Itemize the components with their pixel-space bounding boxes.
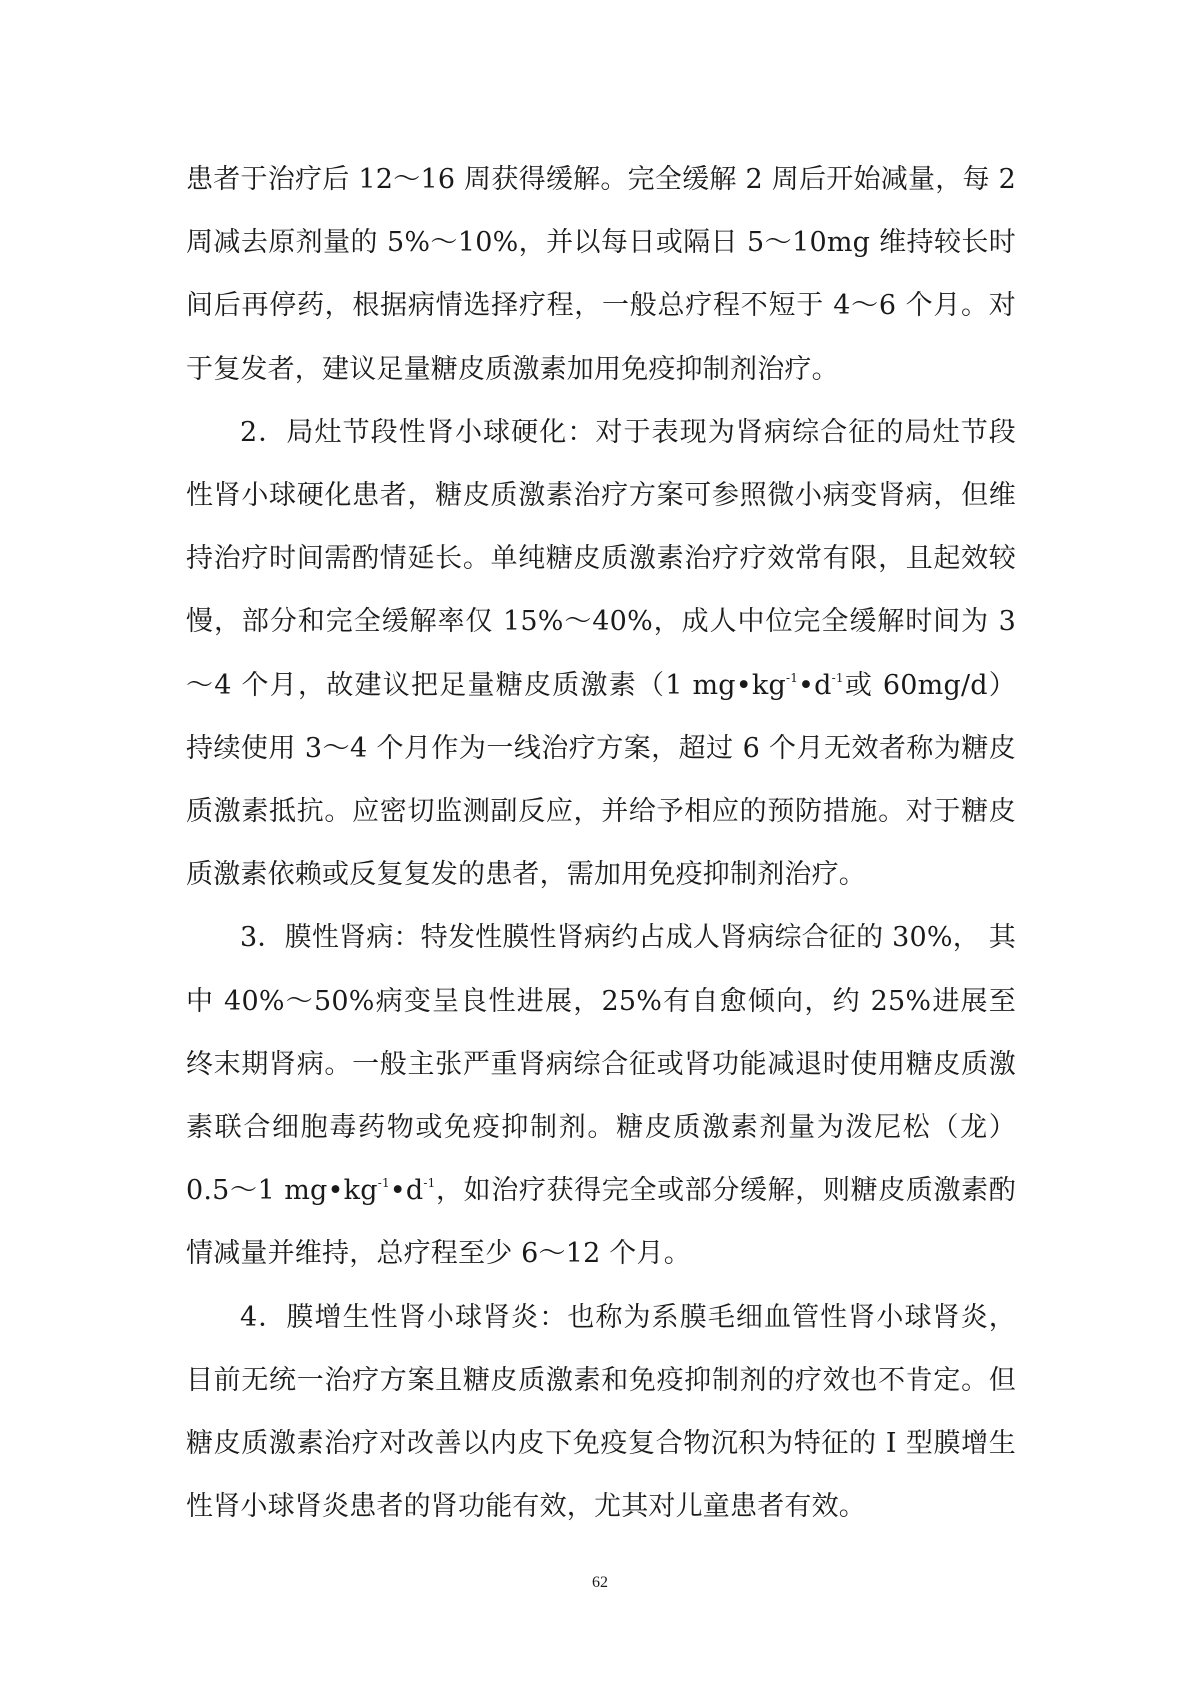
paragraph-text-segment: 患者于治疗后 12～16 周获得缓解。完全缓解 2 周后开始减量，每 2 周减去原剂量的 5%～10%，并以每日或隔日 5～10mg 维持较长时间后再停药，根据病情选择疗程，一般总疗程不短于 4～6 个月。对于复发者，建议足量糖皮质激素加用免疫抑制剂治疗。 — [186, 164, 1016, 385]
body-text — [186, 148, 1016, 1538]
superscript-exponent: -1 — [377, 1176, 390, 1191]
superscript-exponent: -1 — [831, 670, 844, 685]
paragraph-text-segment: 3．膜性肾病：特发性膜性肾病约占成人肾病综合征的 30%， 其中 40%～50%病变呈良性进展，25%有自愈倾向，约 25%进展至终末期肾病。一般主张严重肾病综合征或肾功能减退时使用糖皮质激素联合细胞毒药物或免疫抑制剂。糖皮质激素剂量为泼尼松（龙）0.5～1 mg•kg — [186, 922, 1016, 1207]
paragraph-text-segment: ，如治疗获得完全或部分缓解，则糖皮质激素酌情减量并维持，总疗程至少 6～12 个月。 — [186, 1175, 1016, 1270]
paragraph-text-segment: •d — [798, 669, 832, 701]
paragraph-3 — [186, 906, 1016, 1285]
paragraph-4 — [186, 1286, 1016, 1539]
paragraph-text-segment: 2．局灶节段性肾小球硬化：对于表现为肾病综合征的局灶节段性肾小球硬化患者，糖皮质激素治疗方案可参照微小病变肾病，但维持治疗时间需酌情延长。单纯糖皮质激素治疗疗效常有限，且起效较慢，部分和完全缓解率仅 15%～40%，成人中位完全缓解时间为 3～4 个月，故建议把足量糖皮质激素（1 mg•kg — [186, 416, 1016, 701]
paragraph-text-segment: •d — [389, 1175, 424, 1207]
page-number: 62 — [592, 1574, 608, 1591]
paragraph-2 — [186, 401, 1016, 907]
paragraph-1 — [186, 148, 1016, 401]
superscript-exponent: -1 — [785, 670, 799, 685]
paragraph-text-segment: 4．膜增生性肾小球肾炎：也称为系膜毛细血管性肾小球肾炎，目前无统一治疗方案且糖皮质激素和免疫抑制剂的疗效也不肯定。但糖皮质激素治疗对改善以内皮下免疫复合物沉积为特征的 I 型膜增生性肾小球肾炎患者的肾功能有效，尤其对儿童患者有效。 — [186, 1301, 1016, 1523]
superscript-exponent: -1 — [423, 1176, 436, 1191]
paragraph-text-segment: 或 60mg/d）持续使用 3～4 个月作为一线治疗方案，超过 6 个月无效者称为糖皮质激素抵抗。应密切监测副反应，并给予相应的预防措施。对于糖皮质激素依赖或反复复发的患者，需加用免疫抑制剂治疗。 — [186, 669, 1016, 891]
